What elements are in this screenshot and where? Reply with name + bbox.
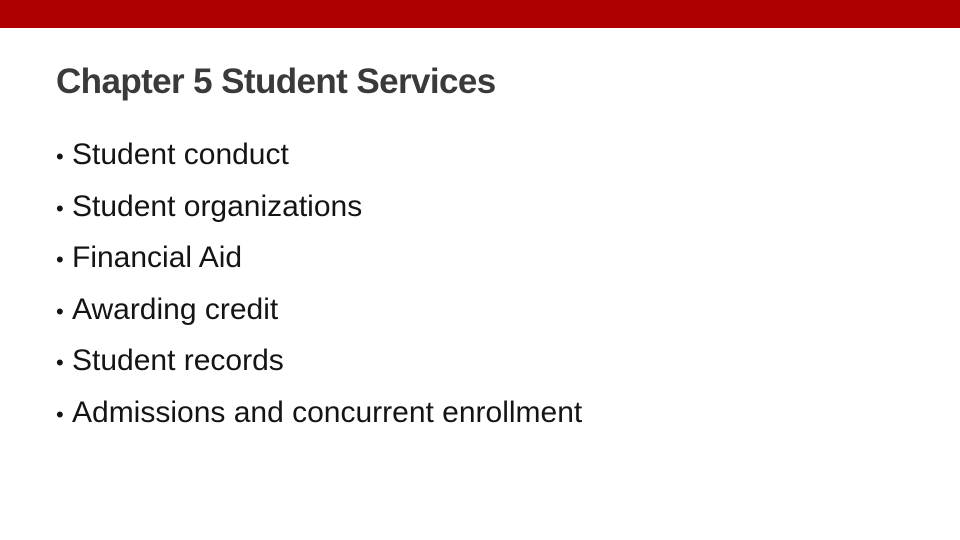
slide-title: Chapter 5 Student Services bbox=[56, 62, 496, 101]
list-item-text: Awarding credit bbox=[72, 292, 279, 326]
list-item bbox=[56, 387, 582, 439]
list-item-text: Student records bbox=[72, 344, 284, 377]
bullet-icon: • bbox=[56, 247, 64, 272]
bullet-list bbox=[56, 129, 582, 438]
list-item bbox=[56, 232, 582, 284]
list-item bbox=[56, 129, 582, 181]
bullet-icon: • bbox=[56, 144, 64, 169]
list-item bbox=[56, 335, 582, 387]
list-item bbox=[56, 284, 582, 336]
list-item-text: Student organizations bbox=[72, 189, 363, 223]
top-accent-bar bbox=[0, 0, 960, 28]
list-item bbox=[56, 181, 582, 233]
list-item-text: Admissions and concurrent enrollment bbox=[72, 395, 583, 429]
list-item-text: Financial Aid bbox=[72, 241, 243, 274]
bullet-icon: • bbox=[56, 350, 64, 375]
bullet-icon: • bbox=[56, 401, 64, 427]
list-item-text: Student conduct bbox=[72, 138, 289, 171]
bullet-icon: • bbox=[56, 195, 64, 221]
bullet-icon: • bbox=[56, 298, 64, 324]
